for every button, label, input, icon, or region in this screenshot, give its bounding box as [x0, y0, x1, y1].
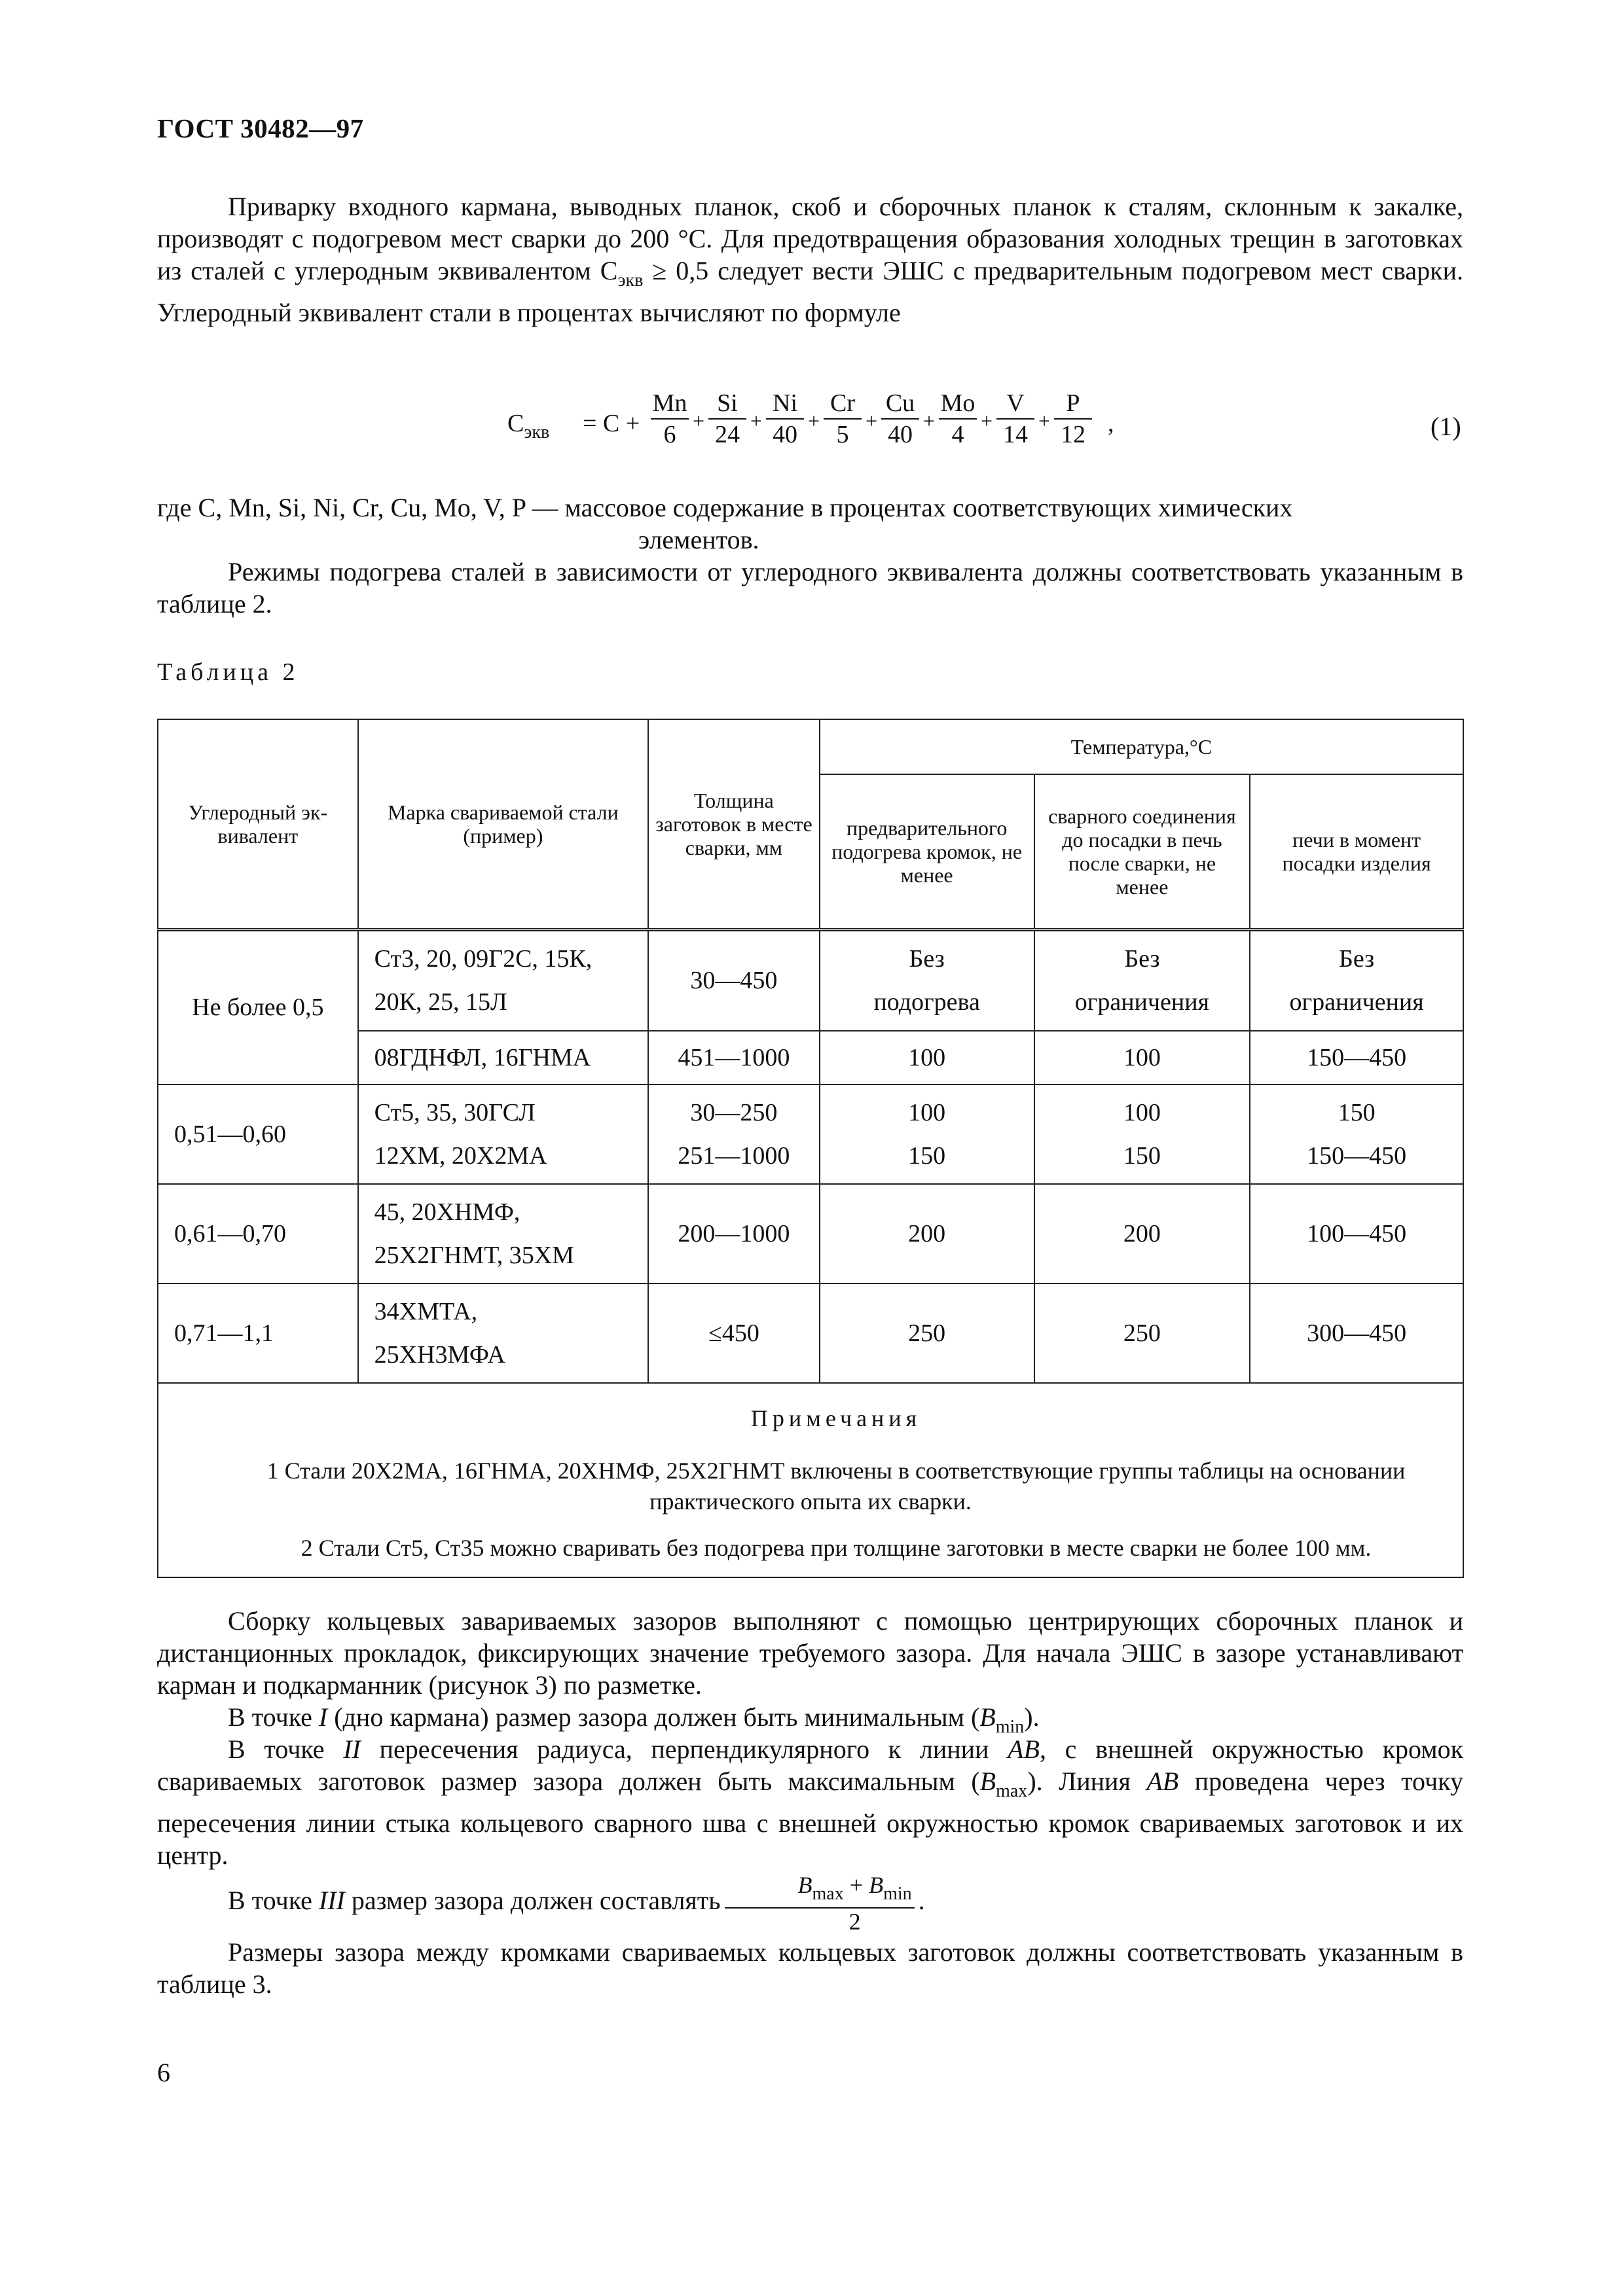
formula-fraction: V 14 [994, 389, 1037, 448]
formula-number: (1) [1431, 412, 1461, 441]
formula-plus: + [750, 409, 763, 433]
table-row [158, 1184, 1463, 1283]
cell-joint: Без ограничения [1034, 930, 1250, 1031]
formula-lhs: $С_{экв}$ [507, 410, 550, 442]
formula-plus: + [808, 409, 820, 433]
cell-joint: 100 150 [1034, 1085, 1250, 1184]
cell-carbon: 0,61—0,70 [158, 1184, 358, 1283]
header-thickness: Толщина заготовок в месте сварки, мм [648, 719, 820, 930]
paragraph-point-1: В точке I (дно кармана) размер зазора должен быть минимальным $(B_{min})$. [228, 1702, 1040, 1737]
cell-furnace: 100—450 [1250, 1184, 1463, 1283]
cell-thickness: 30—250 251—1000 [648, 1085, 820, 1184]
cell-preheat: 250 [820, 1283, 1034, 1383]
header-joint: сварного соединения до посадки в печь после сварки, не менее [1034, 774, 1250, 930]
cell-grade: 08ГДНФЛ, 16ГНМА [358, 1031, 648, 1085]
cell-joint: 100 [1034, 1031, 1250, 1085]
cell-furnace: 150 150—450 [1250, 1085, 1463, 1184]
table-notes [158, 1383, 1463, 1577]
paragraph-preheat-modes: Режимы подогрева сталей в зависимости от углеродного эквивалента должны соответствовать указанным в таблице 2. [157, 557, 1463, 619]
cell-grade: 45, 20ХНМФ, 25Х2ГНМТ, 35ХМ [358, 1184, 648, 1283]
gap-fraction: $\frac{B_{max} + B_{min}}{2}$ [725, 1872, 915, 1935]
table-row [158, 930, 1463, 1031]
paragraph-where: где C, Mn, Si, Ni, Cr, Cu, Mo, V, P — массовое содержание в процентах соответствующих химических [157, 493, 1293, 522]
paragraph-point-3: В точке III размер зазора должен составлять $\frac{B_{max} + B_{min}}{2}$ . [228, 1872, 925, 1935]
carbon-equivalent-formula [498, 389, 1283, 468]
formula-equals: = С + [583, 410, 640, 437]
table-row [158, 1283, 1463, 1383]
header-grade: Марка свариваемой стали (пример) [358, 719, 648, 930]
note-1: 1 Стали 20Х2МА, 16ГНМА, 20ХНМФ, 25Х2ГНМТ включены в соответствующие группы таблицы на основании практического опыта их сварки. [266, 1457, 1406, 1515]
header-carbon: Углеродный эк-вивалент [158, 719, 358, 930]
cell-joint: 200 [1034, 1184, 1250, 1283]
paragraph-point-2: В точке II пересечения радиуса, перпендикулярного к линии AB, с внешней окружностью кромок свариваемых заготовок размер зазора должен быть максимальным $(B_{max})$. Линия AB проведена через точку пересечения линии стыка кольцевого сварного шва с внешней окружностью кромок свариваемых заготовок и их центр. [157, 1734, 1463, 1870]
cell-preheat: 100 [820, 1031, 1034, 1085]
formula-fraction: Ni 40 [763, 389, 807, 448]
formula-fraction: Cu 40 [879, 389, 922, 448]
paragraph-preheat-tail: ≥ 0,5 следует вести ЭШС с предварительным подогревом мест сварки. Углеродный эквивалент стали в процентах вычисляют по формуле [157, 256, 1463, 327]
formula-comma: , [1108, 410, 1114, 437]
formula-plus: + [693, 409, 705, 433]
paragraph-preheat [157, 190, 1463, 329]
header-preheat: предварительного подогрева кромок, не менее [820, 774, 1034, 930]
cell-grade: Ст3, 20, 09Г2С, 15К, 20К, 25, 15Л [358, 930, 648, 1031]
cell-carbon: Не более 0,5 [158, 930, 358, 1085]
cell-thickness: ≤450 [648, 1283, 820, 1383]
formula-fraction: Si 24 [706, 389, 749, 448]
cell-joint: 250 [1034, 1283, 1250, 1383]
formula-plus: + [923, 409, 936, 433]
cell-grade: 34ХМТА, 25ХН3МФА [358, 1283, 648, 1383]
cell-preheat: Без подогрева [820, 930, 1034, 1031]
formula-fraction: Mn 6 [648, 389, 691, 448]
document-header: ГОСТ 30482—97 [157, 113, 364, 143]
formula-plus: + [1038, 409, 1051, 433]
paragraph-assembly: Сборку кольцевых завариваемых зазоров выполняют с помощью центрирующих сборочных планок и дистанционных прокладок, фиксирующих значение требуемого зазора. Для начала ЭШС в зазоре устанавливают карман и подкарманник (рисунок 3) по разметке. [157, 1606, 1463, 1700]
paragraph-gap-sizes: Размеры зазора между кромками свариваемых кольцевых заготовок должны соответствовать указанным в таблице 3. [157, 1937, 1463, 1999]
note-2: 2 Стали Ст5, Ст35 можно сваривать без подогрева при толщине заготовки в месте сварки не более 100 мм. [301, 1534, 1372, 1561]
cell-thickness: 451—1000 [648, 1031, 820, 1085]
cell-furnace: 300—450 [1250, 1283, 1463, 1383]
paragraph-where-cont: элементов. [638, 525, 759, 554]
notes-title: Примечания [750, 1405, 922, 1431]
table-2 [157, 719, 1464, 1578]
formula-fraction: Cr 5 [821, 389, 864, 448]
cell-carbon: 0,71—1,1 [158, 1283, 358, 1383]
formula-fraction: Mo 4 [936, 389, 979, 448]
formula-plus: + [981, 409, 993, 433]
cell-preheat: 100 150 [820, 1085, 1034, 1184]
cell-furnace: Без ограничения [1250, 930, 1463, 1031]
cell-carbon: 0,51—0,60 [158, 1085, 358, 1184]
cell-grade: Ст5, 35, 30ГСЛ 12ХМ, 20Х2МА [358, 1085, 648, 1184]
header-temperature: Температура,°С [820, 719, 1463, 774]
table-row [158, 1085, 1463, 1184]
paragraph-preheat-text: Приварку входного кармана, выводных планок, скоб и сборочных планок к сталям, склонным к закалке, производят с подогревом мест сварки до 200 °С. Для предотвращения образования холодных трещин в заготовках из сталей с углеродным эквивалентом С [157, 192, 1463, 285]
cell-furnace: 150—450 [1250, 1031, 1463, 1085]
table-notes-row [158, 1383, 1463, 1577]
cell-preheat: 200 [820, 1184, 1034, 1283]
page-number: 6 [157, 2058, 170, 2087]
cell-thickness: 30—450 [648, 930, 820, 1031]
header-furnace: печи в момент посадки изделия [1250, 774, 1463, 930]
formula-fraction: P 12 [1051, 389, 1095, 448]
subscript-ekv: экв [617, 270, 644, 291]
table-caption: Таблица 2 [157, 658, 299, 686]
formula-plus: + [866, 409, 878, 433]
cell-thickness: 200—1000 [648, 1184, 820, 1283]
